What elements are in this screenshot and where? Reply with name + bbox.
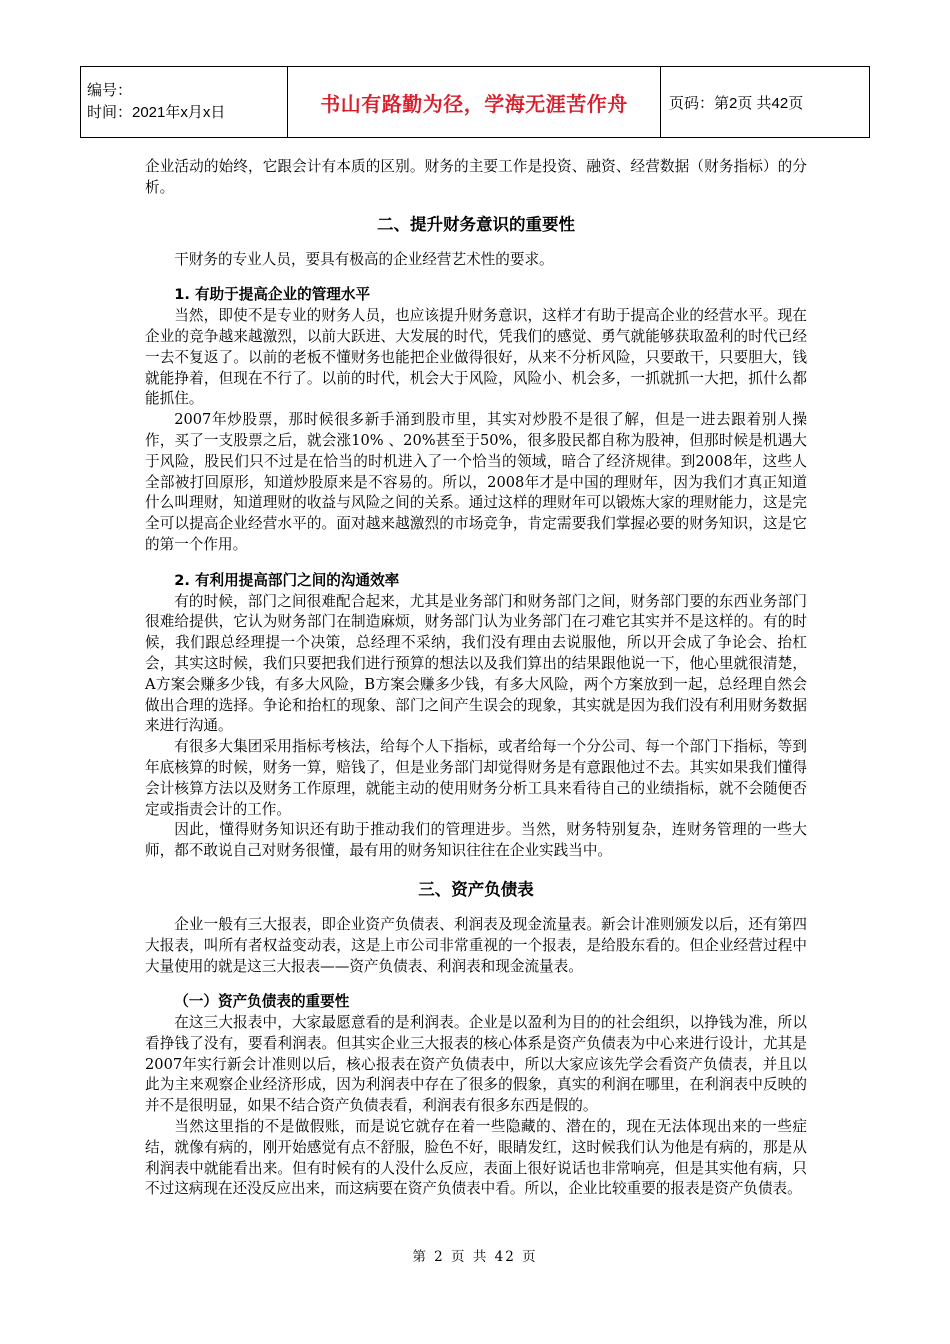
document-time-label: 时间：2021年x月x日 [87,104,226,121]
section-3-title: 三、资产负债表 [418,879,534,899]
document-body [145,157,807,1200]
section-2-sub1-title: 1. 有助于提高企业的管理水平 [174,286,371,304]
section-3-sub1-title: （一）资产负债表的重要性 [174,993,350,1011]
header-meta [81,67,288,138]
section-3-sub1-paragraph-2: 当然这里指的不是做假账，而是说它就存在着一些隐藏的、潜在的，现在无法体现出来的一些症结，就像有病的，刚开始感觉有点不舒服，脸色不好，眼睛发红，这时候我们认为他是有病的，那是从利润表中就能看出来。但有时候有的人没什么反应，表面上很好说话也非常响亮，但是其实他有病，只不过这病现在还没反应出来，而这病要在资产负债表中看。所以，企业比较重要的报表是资产负债表。 [145,1118,807,1198]
section-2-sub1-paragraph-1: 当然，即使不是专业的财务人员，也应该提升财务意识，这样才有助于提高企业的经营水平。现在企业的竞争越来越激烈，以前大跃进、大发展的时代，凭我们的感觉、勇气就能够获取盈利的时代已经一去不复返了。以前的老板不懂财务也能把企业做得很好，从来不分析风险，只要敢干，只要胆大，钱就能挣着，但现在不行了。以前的时代，机会大于风险，风险小、机会多，一抓就抓一大把，抓什么都能抓住。 [145,307,807,408]
section-2-sub2-title: 2. 有利用提高部门之间的沟通效率 [174,571,400,589]
header-page-label: 页码：第2页 共42页 [661,67,870,138]
section-2-sub2-paragraph-1: 有的时候，部门之间很难配合起来，尤其是业务部门和财务部门之间，财务部门要的东西业务部门很难给提供，它认为财务部门在制造麻烦，财务部门认为业务部门在刁难它其实并不是这样的。有的时候，我们跟总经理提一个决策，总经理不采纳，我们没有理由去说服他，所以开会成了争论会、抬杠会，其实这时候，我们只要把我们进行预算的想法以及我们算出的结果跟他说一下，他心里就很清楚，A方案会赚多少钱，有多大风险，B方案会赚多少钱，有多大风险，两个方案放到一起，总经理自然会做出合理的选择。争论和抬杠的现象、部门之间产生误会的现象，其实就是因为我们没有利用财务数据来进行沟通。 [145,592,807,735]
section-2-sub1-paragraph-2: 2007年炒股票，那时候很多新手涌到股市里，其实对炒股不是很了解，但是一进去跟着别人操作，买了一支股票之后，就会涨10% 、20%甚至于50%，很多股民都自称为股神，但那时候是机遇大于风险，股民们只不过是在恰当的时机进入了一个恰当的领域，暗合了经济规律。到2008年，这些人全部被打回原形，知道炒股原来是不容易的。所以，2008年才是中国的理财年，因为我们才真正知道什么叫理财，知道理财的收益与风险之间的关系。通过这样的理财年可以锻炼大家的理财能力，这是完全可以提高企业经营水平的。面对越来越激烈的市场竞争，肯定需要我们掌握必要的财务知识，这是它的第一个作用。 [145,411,807,553]
section-2-lead: 干财务的专业人员，要具有极高的企业经营艺术性的要求。 [174,250,554,268]
section-3-lead: 企业一般有三大报表，即企业资产负债表、利润表及现金流量表。新会计准则颁发以后，还有第四大报表，叫所有者权益变动表，这是上市公司非常重视的一个报表，是给股东看的。但企业经营过程中大量使用的就是这三大报表——资产负债表、利润表和现金流量表。 [145,915,807,975]
document-number-label: 编号： [87,82,133,99]
intro-paragraph: 企业活动的始终，它跟会计有本质的区别。财务的主要工作是投资、融资、经营数据（财务指标）的分析。 [145,158,807,196]
section-2-sub2-paragraph-2: 有很多大集团采用指标考核法，给每个人下指标，或者给每一个分公司、每一个部门下指标，等到年底核算的时候，财务一算，赔钱了，但是业务部门却觉得财务是有意跟他过不去。其实如果我们懂得会计核算方法以及财务工作原理，就能主动的使用财务分析工具来看待自己的业绩指标，就不会随便否定或指责会计的工作。 [145,738,807,818]
document-header [80,66,870,138]
page-footer: 第 2 页 共 42 页 [412,1249,538,1265]
section-2-sub2-paragraph-3: 因此，懂得财务知识还有助于推动我们的管理进步。当然，财务特别复杂，连财务管理的一些大师，都不敢说自己对财务很懂，最有用的财务知识往往在企业实践当中。 [145,821,807,860]
section-3-sub1-paragraph-1: 在这三大报表中，大家最愿意看的是利润表。企业是以盈利为目的的社会组织，以挣钱为准，所以看挣钱了没有，要看利润表。但其实企业三大报表的核心体系是资产负债表为中心来进行设计，尤其是2007年实行新会计准则以后，核心报表在资产负债表中，所以大家应该先学会看资产负债表，并且以此为主来观察企业经济形成，因为利润表中存在了很多的假象，真实的利润在哪里，在利润表中反映的并不是很明显，如果不结合资产负债表看，利润表有很多东西是假的。 [145,1014,807,1115]
section-2-title: 二、提升财务意识的重要性 [377,214,575,234]
header-motto: 书山有路勤为径，学海无涯苦作舟 [288,67,661,138]
